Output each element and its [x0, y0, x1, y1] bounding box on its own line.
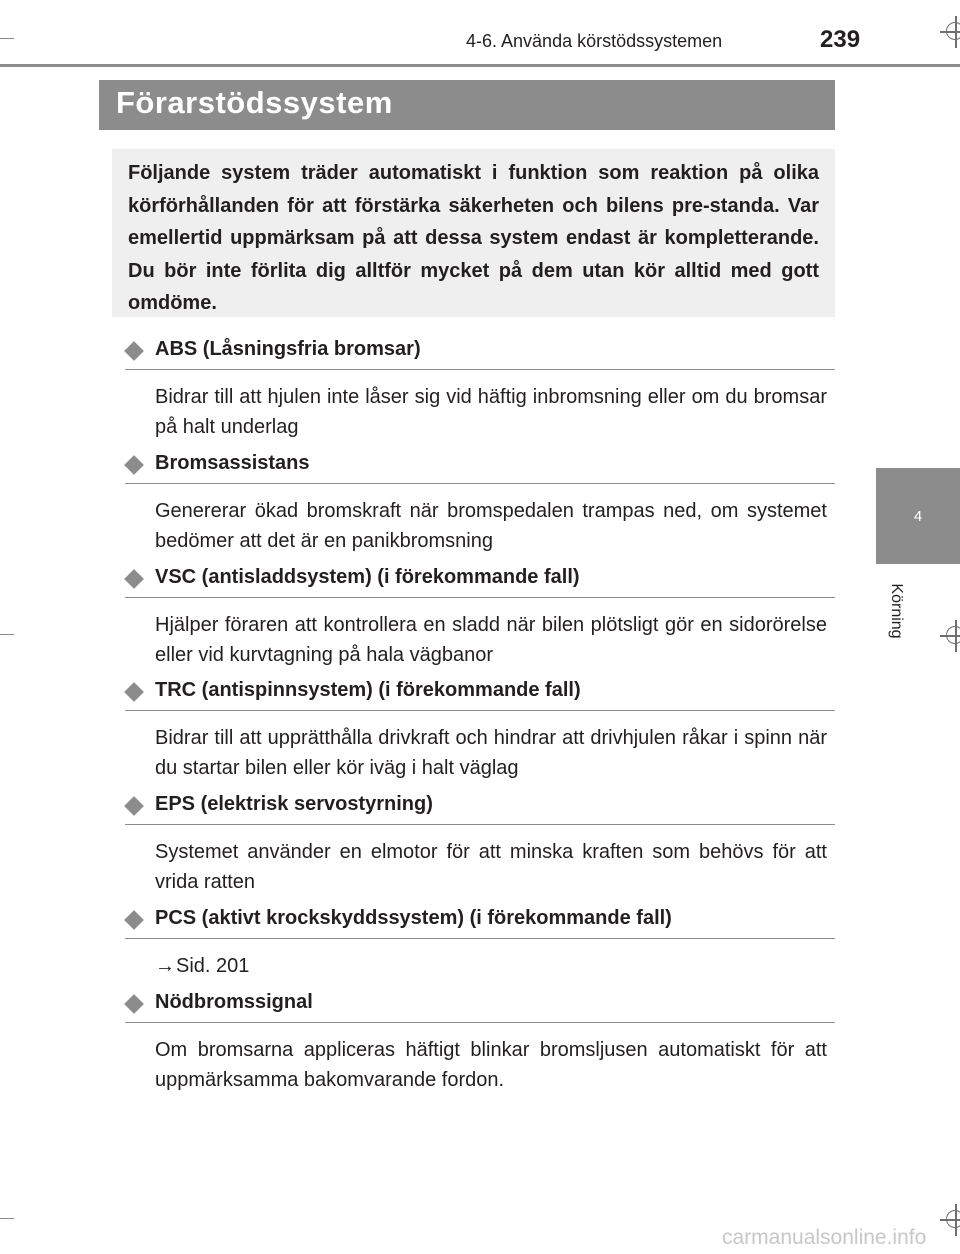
feature-item [125, 791, 835, 897]
feature-title: Nödbromssignal [155, 991, 313, 1013]
chapter-label: Körning [888, 583, 905, 639]
feature-title: Bromsassistans [155, 452, 310, 474]
feature-description: Bidrar till att upprätthålla drivkraft och hindrar att drivhjulen råkar i spinn när du startar bilen eller kör iväg i halt väglag [155, 727, 827, 779]
chapter-tab [876, 468, 960, 564]
diamond-bullet-icon [124, 796, 144, 816]
feature-heading [125, 791, 835, 825]
feature-item [125, 905, 835, 981]
feature-heading [125, 677, 835, 711]
intro-text: Följande system träder automatiskt i funktion som reaktion på olika körförhållanden för att förstärka säkerheten och bilens pre-standa. Var emellertid uppmärksam på att dessa system endast är kompletterande. Du bör inte förlita dig alltför mycket på dem utan kör alltid med gott omdöme. [128, 162, 819, 314]
feature-title: PCS (aktivt krockskyddssystem) (i förekommande fall) [155, 907, 672, 929]
feature-item [125, 989, 835, 1095]
watermark: carmanualsonline.info [722, 1226, 927, 1249]
diamond-bullet-icon [124, 682, 144, 702]
diamond-bullet-icon [124, 910, 144, 930]
reference-arrow-icon: → [155, 955, 175, 977]
crop-mark [0, 38, 14, 39]
page-title: Förarstödssystem [116, 85, 393, 120]
feature-heading [125, 336, 835, 370]
feature-description: Hjälper föraren att kontrollera en sladd när bilen plötsligt gör en sidorörelse eller vid kurvtagning på hala vägbanor [155, 614, 827, 666]
registration-mark-icon [940, 620, 960, 652]
crop-mark [0, 634, 14, 635]
section-header: 4-6. Använda körstödssystemen [466, 31, 723, 51]
diamond-bullet-icon [124, 341, 144, 361]
feature-title: TRC (antispinnsystem) (i förekommande fall) [155, 679, 581, 701]
feature-item [125, 677, 835, 783]
feature-heading [125, 450, 835, 484]
chapter-label-container [884, 574, 908, 654]
feature-title: VSC (antisladdsystem) (i förekommande fall) [155, 566, 580, 588]
registration-mark-icon [940, 16, 960, 48]
feature-title: ABS (Låsningsfria bromsar) [155, 338, 421, 360]
feature-description: Om bromsarna appliceras häftigt blinkar bromsljusen automatiskt för att uppmärksamma bakomvarande fordon. [155, 1039, 827, 1091]
feature-item [125, 336, 835, 442]
feature-description [155, 951, 827, 981]
feature-description: Systemet använder en elmotor för att minska kraften som behövs för att vrida ratten [155, 841, 827, 893]
feature-description: Bidrar till att hjulen inte låser sig vid häftig inbromsning eller om du bromsar på halt underlag [155, 386, 827, 438]
title-bar [99, 80, 835, 130]
registration-mark-icon [940, 1204, 960, 1236]
feature-item [125, 450, 835, 556]
diamond-bullet-icon [124, 994, 144, 1014]
diamond-bullet-icon [124, 455, 144, 475]
feature-description: Genererar ökad bromskraft när bromspedalen trampas ned, om systemet bedömer att det är en panikbromsning [155, 500, 827, 552]
page-number: 239 [820, 26, 861, 53]
feature-heading [125, 564, 835, 598]
diamond-bullet-icon [124, 569, 144, 589]
crop-mark [0, 1218, 14, 1219]
page-reference-link[interactable]: Sid. 201 [176, 955, 250, 977]
intro-box [112, 149, 835, 317]
feature-item [125, 564, 835, 670]
feature-heading [125, 989, 835, 1023]
feature-title: EPS (elektrisk servostyrning) [155, 793, 433, 815]
header-divider [0, 64, 960, 67]
chapter-number: 4 [913, 508, 923, 525]
feature-heading [125, 905, 835, 939]
